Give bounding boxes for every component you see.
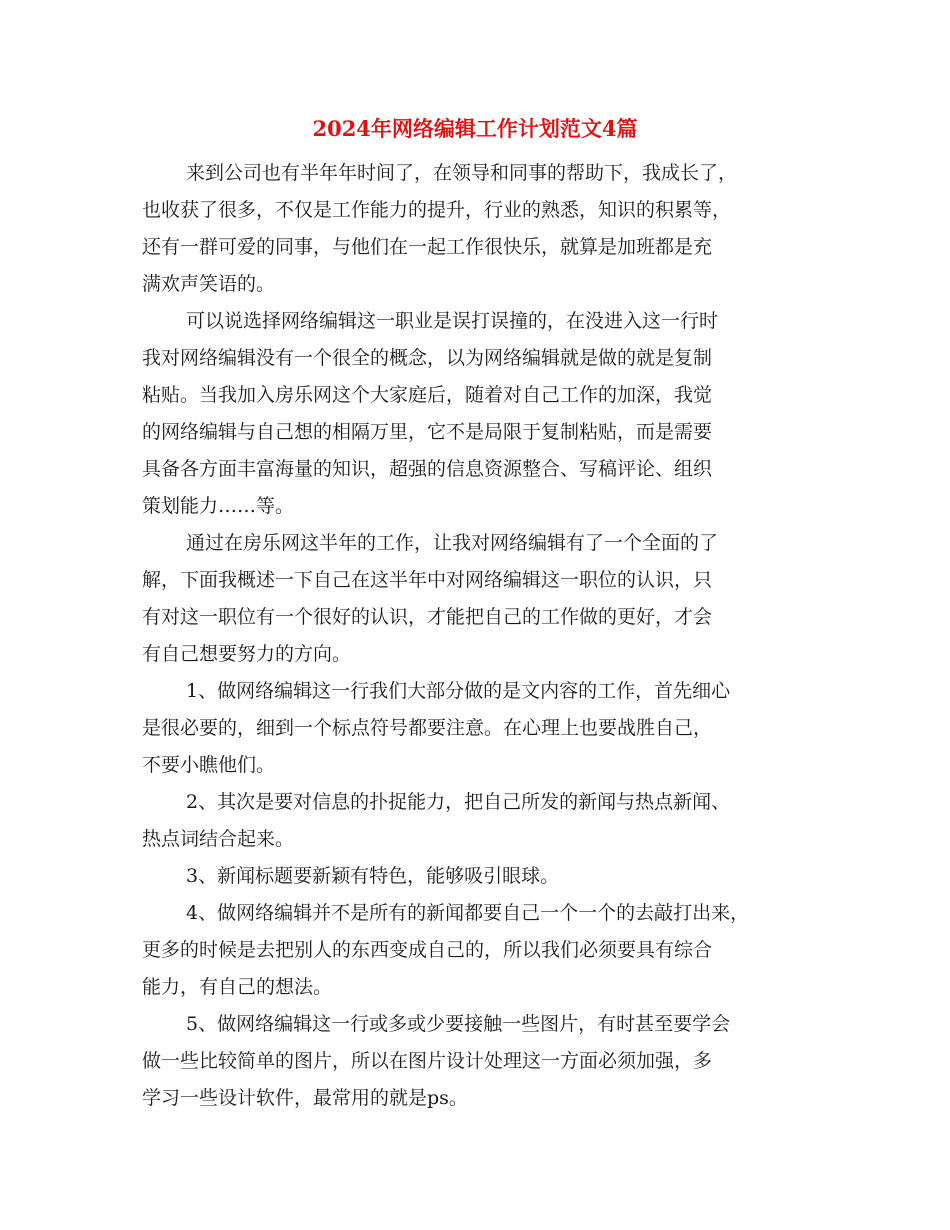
text-line: 策划能力……等。 (142, 495, 295, 517)
text-line: 粘贴。当我加入房乐网这个大家庭后，随着对自己工作的加深，我觉 (142, 384, 713, 406)
document-body (142, 155, 822, 1117)
text-line: 我对网络编辑没有一个很全的概念，以为网络编辑就是做的就是复制 (142, 347, 713, 369)
text-line: 通过在房乐网这半年的工作，让我对网络编辑有了一个全面的了 (186, 532, 719, 554)
text-line: 有对这一职位有一个很好的认识，才能把自己的工作做的更好，才会 (142, 606, 713, 628)
text-line: 不要小瞧他们。 (142, 754, 276, 776)
text-line: 做一些比较简单的图片，所以在图片设计处理这一方面必须加强，多 (142, 1050, 713, 1072)
text-line: 5、做网络编辑这一行或多或少要接触一些图片，有时甚至要学会 (186, 1013, 731, 1035)
text-line: 可以说选择网络编辑这一职业是误打误撞的，在没进入这一行时 (186, 310, 719, 332)
text-line: 4、做网络编辑并不是所有的新闻都要自己一个一个的去敲打出来， (186, 902, 750, 924)
text-line: 2、其次是要对信息的扑捉能力，把自己所发的新闻与热点新闻、 (186, 791, 731, 813)
text-line: 满欢声笑语的。 (142, 273, 276, 295)
text-line: 3、新闻标题要新颖有特色，能够吸引眼球。 (186, 865, 560, 887)
text-line: 1、做网络编辑这一行我们大部分做的是文内容的工作，首先细心 (186, 680, 731, 702)
text-line: 来到公司也有半年年时间了，在领导和同事的帮助下，我成长了， (186, 162, 738, 184)
text-line: 解，下面我概述一下自己在这半年中对网络编辑这一职位的认识，只 (142, 569, 713, 591)
text-line: 有自己想要努力的方向。 (142, 643, 352, 665)
text-line: 具备各方面丰富海量的知识，超强的信息资源整合、写稿评论、组织 (142, 458, 713, 480)
text-line: 能力，有自己的想法。 (142, 976, 333, 998)
text-line: 学习一些设计软件，最常用的就是ps。 (142, 1087, 468, 1109)
text-line: 也收获了很多，不仅是工作能力的提升，行业的熟悉，知识的积累等， (142, 199, 732, 221)
text-line: 的网络编辑与自己想的相隔万里，它不是局限于复制粘贴，而是需要 (142, 421, 713, 443)
text-line: 更多的时候是去把别人的东西变成自己的，所以我们必须要具有综合 (142, 939, 713, 961)
text-line: 热点词结合起来。 (142, 828, 295, 850)
text-line: 还有一群可爱的同事，与他们在一起工作很快乐，就算是加班都是充 (142, 236, 713, 258)
document-title: 2024年网络编辑工作计划范文4篇 (312, 116, 638, 141)
text-line: 是很必要的，细到一个标点符号都要注意。在心理上也要战胜自己， (142, 717, 713, 739)
